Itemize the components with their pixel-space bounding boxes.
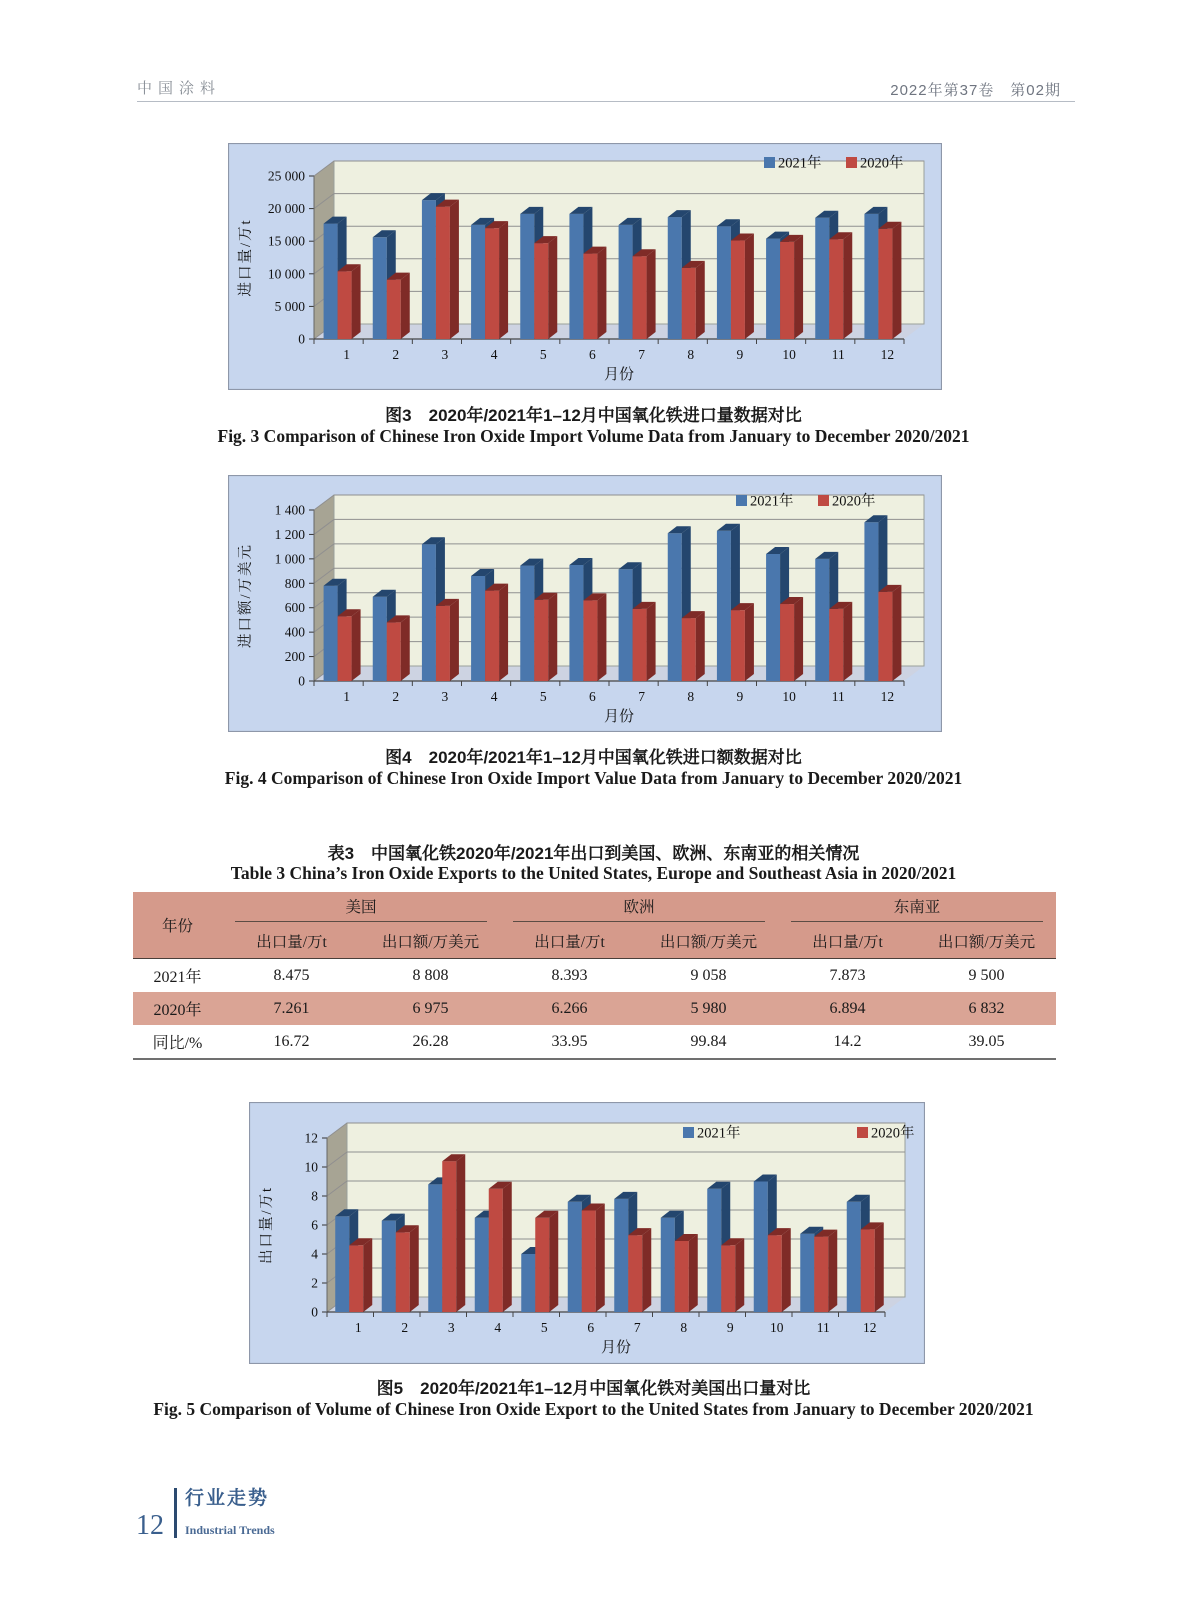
fig5-export-volume-chart — [249, 1102, 925, 1369]
svg-text:3: 3 — [447, 1320, 455, 1335]
svg-text:进口额/万美元: 进口额/万美元 — [238, 542, 254, 649]
svg-text:10: 10 — [782, 689, 796, 704]
svg-text:7: 7 — [633, 1320, 641, 1335]
cell: 8.393 — [551, 966, 588, 984]
svg-text:10: 10 — [782, 347, 796, 362]
svg-text:出口量/万t: 出口量/万t — [259, 1185, 275, 1265]
table-row-yoy — [133, 1025, 1056, 1059]
row-label: 2020年 — [133, 992, 222, 1025]
svg-text:4: 4 — [490, 689, 498, 704]
svg-text:6: 6 — [311, 1217, 318, 1233]
cell: 6 832 — [917, 992, 1056, 1025]
cell: 9 058 — [690, 966, 727, 984]
fig4-import-value-chart — [228, 475, 942, 737]
page-footer — [136, 1488, 275, 1541]
svg-text:11: 11 — [816, 1320, 830, 1335]
svg-text:2: 2 — [401, 1320, 409, 1335]
cell: 14.2 — [833, 1032, 862, 1050]
svg-text:2021年: 2021年 — [778, 155, 822, 172]
svg-text:月份: 月份 — [603, 367, 635, 383]
svg-text:2020年: 2020年 — [871, 1125, 915, 1142]
svg-text:11: 11 — [831, 689, 845, 704]
svg-text:15 000: 15 000 — [267, 233, 305, 249]
svg-text:10: 10 — [770, 1320, 784, 1335]
fig3-caption-en: Fig. 3 Comparison of Chinese Iron Oxide Import Volume Data from January to December 2020/2021 — [217, 426, 970, 446]
footer-section — [185, 1488, 275, 1538]
exports-table — [133, 892, 1056, 1060]
svg-text:2021年: 2021年 — [750, 493, 794, 510]
svg-text:4: 4 — [311, 1246, 318, 1262]
svg-text:12: 12 — [880, 689, 895, 704]
journal-title: 中国涂料 — [137, 80, 222, 97]
svg-text:6: 6 — [587, 1320, 595, 1335]
table3-title-cn: 表3 中国氧化铁2020年/2021年出口到美国、欧洲、东南亚的相关情况 — [327, 844, 860, 863]
cell: 16.72 — [273, 1032, 310, 1050]
svg-text:9: 9 — [736, 689, 744, 704]
table-subheader: 出口额/万美元 — [639, 924, 778, 959]
svg-text:2: 2 — [392, 689, 400, 704]
svg-text:6: 6 — [589, 689, 596, 704]
table-subheader: 出口量/万t — [222, 924, 361, 959]
cell: 99.84 — [690, 1032, 727, 1050]
table-header-europe: 欧洲 — [500, 892, 778, 924]
svg-text:1: 1 — [354, 1320, 362, 1335]
cell: 5 980 — [639, 992, 778, 1025]
bar3d-chart-svg — [228, 475, 942, 732]
svg-text:11: 11 — [831, 347, 845, 362]
table-subheader: 出口额/万美元 — [917, 924, 1056, 959]
svg-text:7: 7 — [638, 347, 645, 362]
fig3-caption-cn: 图3 2020年/2021年1–12月中国氧化铁进口量数据对比 — [385, 406, 802, 425]
svg-text:12: 12 — [863, 1320, 877, 1335]
svg-text:12: 12 — [880, 347, 895, 362]
svg-text:月份: 月份 — [603, 709, 635, 725]
section-title-en: Industrial Trends — [185, 1522, 275, 1537]
svg-text:2: 2 — [311, 1275, 318, 1291]
svg-text:9: 9 — [726, 1320, 734, 1335]
svg-text:600: 600 — [284, 600, 305, 616]
table-subheader: 出口额/万美元 — [361, 924, 500, 959]
svg-text:5 000: 5 000 — [274, 298, 305, 314]
svg-text:400: 400 — [284, 624, 305, 640]
svg-text:0: 0 — [298, 673, 305, 689]
fig5-caption-cn: 图5 2020年/2021年1–12月中国氧化铁对美国出口量对比 — [376, 1379, 811, 1398]
cell: 26.28 — [412, 1032, 449, 1050]
svg-text:0: 0 — [298, 331, 305, 347]
issue-info: 2022年第37卷 第02期 — [890, 82, 1061, 99]
page-number: 12 — [136, 1510, 164, 1541]
svg-text:1: 1 — [343, 347, 350, 362]
cell: 6.894 — [778, 992, 917, 1025]
header-rule — [137, 101, 1075, 102]
fig4-caption-en: Fig. 4 Comparison of Chinese Iron Oxide Import Value Data from January to December 2020/2021 — [224, 768, 963, 788]
svg-text:4: 4 — [494, 1320, 502, 1335]
table-subheader: 出口量/万t — [500, 924, 639, 959]
svg-text:20 000: 20 000 — [267, 201, 305, 217]
svg-text:10 000: 10 000 — [267, 266, 305, 282]
bar3d-chart-svg — [249, 1102, 925, 1364]
svg-text:8: 8 — [311, 1188, 318, 1204]
svg-text:200: 200 — [284, 649, 305, 665]
cell: 39.05 — [968, 1032, 1005, 1050]
svg-text:12: 12 — [304, 1130, 318, 1146]
svg-text:2020年: 2020年 — [832, 493, 876, 510]
fig5-caption-en: Fig. 5 Comparison of Volume of Chinese Iron Oxide Export to the United States from January to December 2020/2021 — [153, 1399, 1034, 1419]
svg-text:800: 800 — [284, 575, 305, 591]
table-header-usa: 美国 — [222, 892, 500, 924]
section-title-cn: 行业走势 — [185, 1488, 270, 1509]
svg-text:9: 9 — [736, 347, 744, 362]
svg-text:月份: 月份 — [600, 1340, 632, 1356]
fig3-import-volume-chart — [228, 143, 942, 395]
cell: 6.266 — [500, 992, 639, 1025]
fig4-caption-cn: 图4 2020年/2021年1–12月中国氧化铁进口额数据对比 — [385, 748, 802, 767]
table3-title-en: Table 3 China’s Iron Oxide Exports to the United States, Europe and Southeast Asia in 2020/2021 — [230, 863, 957, 883]
footer-divider — [174, 1488, 177, 1538]
svg-text:7: 7 — [638, 689, 645, 704]
svg-text:3: 3 — [441, 347, 449, 362]
svg-text:25 000: 25 000 — [267, 168, 305, 184]
svg-text:8: 8 — [687, 689, 695, 704]
cell: 8.475 — [273, 966, 310, 984]
svg-text:5: 5 — [539, 689, 547, 704]
svg-text:5: 5 — [539, 347, 547, 362]
bar3d-chart-svg — [228, 143, 942, 390]
cell: 7.873 — [829, 966, 866, 984]
row-label: 同比/% — [152, 1035, 203, 1052]
table-subheader: 出口量/万t — [778, 924, 917, 959]
table-header-sea: 东南亚 — [778, 892, 1056, 924]
svg-text:1 000: 1 000 — [274, 551, 305, 567]
svg-text:10: 10 — [304, 1159, 318, 1175]
svg-text:进口量/万t: 进口量/万t — [238, 218, 254, 297]
svg-text:8: 8 — [687, 347, 695, 362]
svg-text:2021年: 2021年 — [697, 1125, 741, 1142]
svg-text:2020年: 2020年 — [860, 155, 904, 172]
row-label: 2021年 — [153, 969, 202, 986]
cell: 33.95 — [551, 1032, 588, 1050]
svg-text:6: 6 — [589, 347, 596, 362]
svg-text:1: 1 — [343, 689, 350, 704]
cell: 6 975 — [361, 992, 500, 1025]
svg-text:0: 0 — [311, 1304, 318, 1320]
cell: 7.261 — [222, 992, 361, 1025]
table-row-2020 — [133, 992, 1056, 1025]
svg-text:8: 8 — [680, 1320, 688, 1335]
cell: 9 500 — [968, 966, 1005, 984]
svg-text:1 400: 1 400 — [274, 502, 305, 518]
table-header-year: 年份 — [133, 892, 222, 959]
table-row-2021 — [133, 959, 1056, 993]
svg-text:3: 3 — [441, 689, 449, 704]
svg-text:4: 4 — [490, 347, 498, 362]
svg-text:5: 5 — [540, 1320, 548, 1335]
svg-text:2: 2 — [392, 347, 400, 362]
svg-text:1 200: 1 200 — [274, 526, 305, 542]
cell: 8 808 — [412, 966, 449, 984]
